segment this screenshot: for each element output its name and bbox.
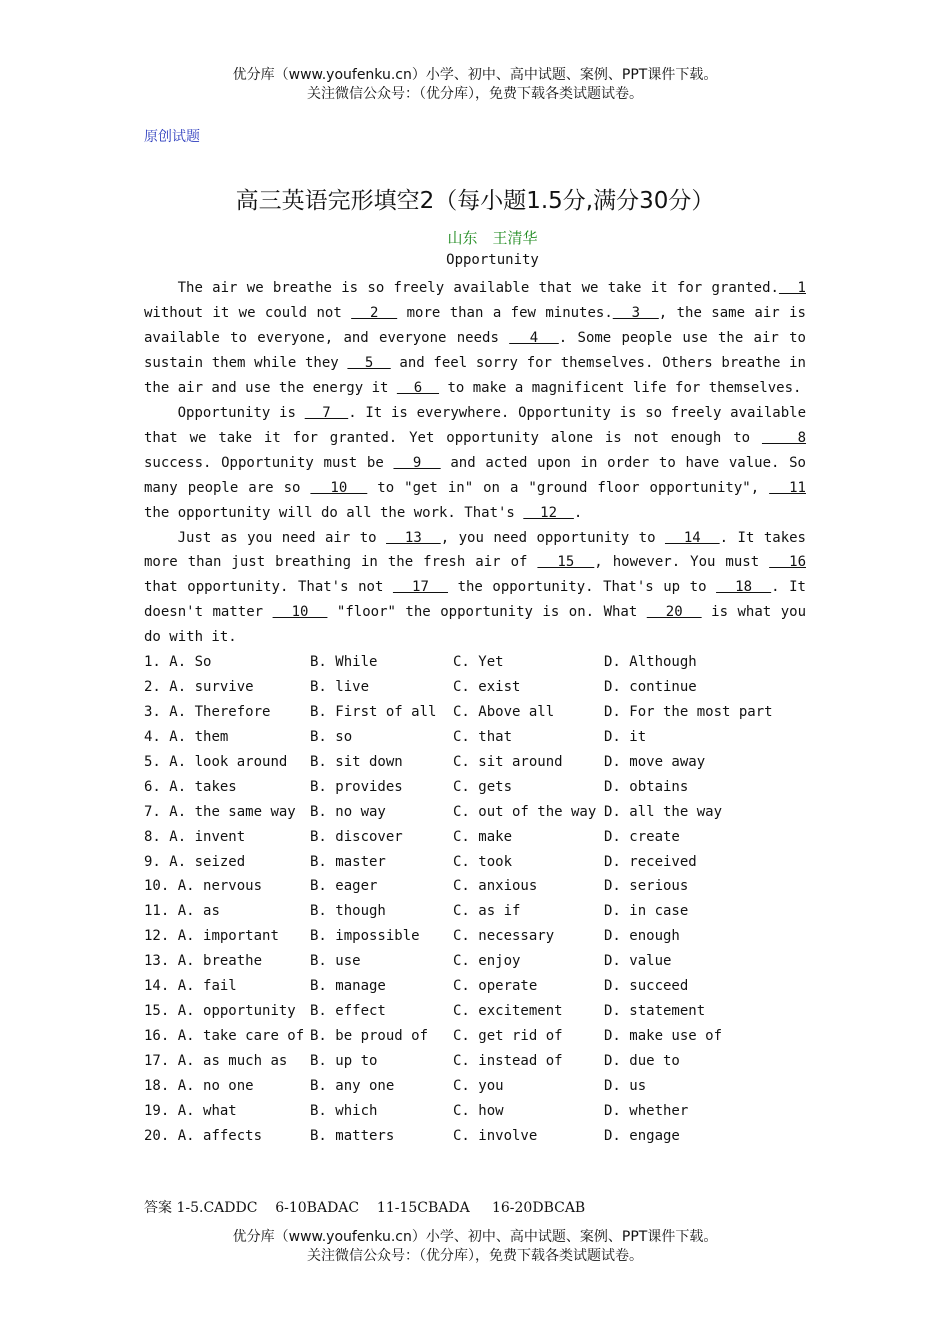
- passage-text-segment: "floor" the opportunity is on. What: [327, 604, 647, 621]
- passage-text-segment: Opportunity is: [177, 404, 305, 421]
- option-b: B. no way: [310, 803, 386, 820]
- question-number: 20.: [144, 1127, 170, 1144]
- question-row: [144, 1024, 824, 1049]
- option-c: C. involve: [453, 1127, 538, 1144]
- blank: 11: [769, 479, 806, 496]
- option-a: A. important: [177, 928, 279, 945]
- question-number-and-option-a: [144, 999, 296, 1024]
- blank: 10: [272, 604, 328, 621]
- question-number: 14.: [144, 978, 170, 995]
- question-number-and-option-a: [144, 750, 287, 775]
- option-b: B. be proud of: [310, 1028, 429, 1045]
- blank: 2: [351, 304, 398, 321]
- passage-text-segment: and acted upon in order to have value. So many people are so: [144, 454, 806, 496]
- option-b: B. master: [310, 853, 386, 870]
- option-d: D. Although: [604, 654, 697, 670]
- question-number: 4.: [144, 728, 161, 745]
- option-b: B. though: [310, 903, 386, 920]
- blank: 1: [778, 280, 806, 296]
- passage-text-segment: more than a few minutes.: [397, 304, 613, 321]
- option-b: B. provides: [310, 778, 403, 795]
- question-number-and-option-a: [144, 924, 279, 949]
- option-d: D. create: [604, 828, 680, 845]
- option-c: C. operate: [453, 978, 538, 995]
- question-number: 5.: [144, 753, 161, 770]
- option-d: D. For the most part: [604, 703, 773, 720]
- question-row: [144, 825, 824, 850]
- option-a: A. take care of: [177, 1028, 305, 1045]
- passage-text-segment: Just as you need air to: [177, 529, 387, 546]
- passage-paragraph: [144, 401, 806, 526]
- passage-text-segment: The air we breathe is so freely available that we take it for granted.: [177, 280, 779, 296]
- question-row: [144, 800, 824, 825]
- option-a: A. So: [169, 654, 212, 670]
- question-row: [144, 1099, 824, 1124]
- option-a: A. as much as: [177, 1053, 288, 1069]
- answer-key: 答案 1-5.CADDC 6-10BADAC 11-15CBADA 16-20DBCAB: [144, 1200, 586, 1216]
- passage-text-segment: . It takes more than just breathing in the fresh air of: [144, 529, 806, 571]
- blank: 9: [393, 454, 441, 471]
- header-line-2: 关注微信公众号：（优分库），免费下载各类试题试卷。: [307, 86, 643, 102]
- option-d: D. all the way: [604, 803, 723, 820]
- blank: 18: [716, 579, 772, 596]
- question-number: 13.: [144, 953, 170, 970]
- blank: 14: [664, 529, 720, 546]
- option-b: B. discover: [310, 828, 403, 845]
- option-a: A. no one: [177, 1077, 254, 1094]
- passage-text-segment: , the same air is available to everyone, and everyone needs: [144, 304, 806, 346]
- question-row: [144, 949, 824, 974]
- question-row: [144, 999, 824, 1024]
- blank: 13: [386, 529, 441, 546]
- question-row: [144, 974, 824, 999]
- blank: 3: [612, 304, 659, 321]
- option-d: D. due to: [604, 1053, 680, 1069]
- blank: 17: [392, 579, 449, 596]
- option-b: B. manage: [310, 978, 386, 995]
- option-b: B. which: [310, 1102, 378, 1119]
- question-number: 12.: [144, 928, 170, 945]
- blank: 12: [523, 504, 574, 521]
- passage-text-segment: , however. You must: [594, 554, 770, 571]
- option-d: D. statement: [604, 1003, 706, 1020]
- original-question-tag: 原创试题: [144, 129, 200, 145]
- passage-text-segment: success. Opportunity must be: [144, 454, 394, 471]
- option-d: D. enough: [604, 928, 680, 945]
- question-row: [144, 675, 824, 700]
- option-c: C. as if: [453, 903, 521, 920]
- question-row: [144, 1049, 824, 1074]
- option-b: B. matters: [310, 1127, 395, 1144]
- question-number-and-option-a: [144, 1074, 254, 1099]
- option-d: D. us: [604, 1077, 647, 1094]
- question-number: 10.: [144, 878, 170, 895]
- option-b: B. up to: [310, 1053, 378, 1069]
- option-b: B. live: [310, 678, 370, 695]
- question-number: 7.: [144, 803, 161, 820]
- question-row: [144, 650, 824, 675]
- option-b: B. sit down: [310, 753, 403, 770]
- question-number: 18.: [144, 1077, 170, 1094]
- question-number-and-option-a: [144, 899, 220, 924]
- blank: 6: [396, 379, 440, 396]
- option-a: A. breathe: [177, 953, 263, 970]
- option-a: A. nervous: [177, 878, 263, 895]
- option-a: A. as: [177, 903, 220, 920]
- passage-title: Opportunity: [446, 252, 539, 268]
- question-row: [144, 899, 824, 924]
- option-b: B. impossible: [310, 928, 420, 945]
- option-d: D. move away: [604, 753, 706, 770]
- blank: 4: [509, 329, 559, 346]
- question-number-and-option-a: [144, 825, 245, 850]
- page-header: [0, 66, 950, 104]
- option-d: D. engage: [604, 1127, 680, 1144]
- passage-text-segment: and feel sorry for themselves. Others breathe in the air and use the energy it: [144, 354, 806, 396]
- option-d: D. make use of: [604, 1028, 723, 1045]
- option-a: A. opportunity: [177, 1003, 296, 1020]
- question-number: 6.: [144, 778, 161, 795]
- question-number-and-option-a: [144, 1024, 304, 1049]
- passage-text-segment: .: [573, 504, 583, 521]
- option-a: A. the same way: [169, 803, 296, 820]
- question-number-and-option-a: [144, 725, 228, 750]
- option-c: C. anxious: [453, 878, 538, 895]
- option-b: B. any one: [310, 1077, 395, 1094]
- question-number-and-option-a: [144, 974, 237, 999]
- author: 山东 王清华: [447, 229, 538, 247]
- option-a: A. fail: [177, 978, 237, 995]
- question-row: [144, 1074, 824, 1099]
- question-number: 2.: [144, 678, 161, 695]
- question-number: 11.: [144, 903, 170, 920]
- passage-text-segment: . It is everywhere. Opportunity is so freely available that we take it for granted. Yet opportunity alone is not enough to: [144, 404, 806, 446]
- blank: 7: [304, 404, 349, 421]
- option-d: D. continue: [604, 678, 697, 695]
- option-c: C. how: [453, 1102, 504, 1119]
- option-d: D. in case: [604, 903, 689, 920]
- option-d: D. received: [604, 853, 697, 870]
- blank: 15: [537, 554, 595, 571]
- passage-text-segment: the opportunity will do all the work. That's: [144, 504, 524, 521]
- option-a: A. seized: [169, 853, 246, 870]
- question-number: 1.: [144, 654, 161, 670]
- option-b: B. use: [310, 953, 361, 970]
- question-number-and-option-a: [144, 800, 296, 825]
- question-number-and-option-a: [144, 1049, 287, 1074]
- blank: 8: [761, 429, 807, 446]
- option-a: A. survive: [169, 678, 254, 695]
- question-number-and-option-a: [144, 675, 254, 700]
- option-b: B. First of all: [310, 703, 437, 720]
- option-c: C. enjoy: [453, 953, 521, 970]
- option-d: D. obtains: [604, 778, 689, 795]
- option-d: D. it: [604, 728, 647, 745]
- question-number: 19.: [144, 1102, 170, 1119]
- option-c: C. make: [453, 828, 513, 845]
- blank: 10: [310, 479, 368, 496]
- passage-text-segment: . Some people use the air to sustain them while they: [144, 329, 806, 371]
- question-row: [144, 750, 824, 775]
- passage-paragraph: [144, 276, 806, 401]
- question-row: [144, 924, 824, 949]
- option-c: C. Above all: [453, 703, 555, 720]
- question-number-and-option-a: [144, 1124, 262, 1149]
- blank: 5: [347, 354, 391, 371]
- passage-text-segment: . It doesn't matter: [144, 579, 806, 621]
- question-row: [144, 874, 824, 899]
- option-b: B. effect: [310, 1003, 386, 1020]
- question-row: [144, 700, 824, 725]
- option-d: D. value: [604, 953, 672, 970]
- option-c: C. necessary: [453, 928, 555, 945]
- blank: 20: [646, 604, 702, 621]
- question-number-and-option-a: [144, 874, 262, 899]
- question-number-and-option-a: [144, 850, 245, 875]
- option-c: C. get rid of: [453, 1028, 563, 1045]
- option-c: C. took: [453, 853, 513, 870]
- option-c: C. gets: [453, 778, 513, 795]
- option-a: A. takes: [169, 778, 237, 795]
- passage-text-segment: without it we could not: [144, 304, 352, 321]
- question-row: [144, 725, 824, 750]
- option-c: C. exist: [453, 678, 521, 695]
- passage-text-segment: to make a magnificent life for themselves.: [439, 379, 802, 396]
- blank: 16: [769, 554, 806, 571]
- question-number-and-option-a: [144, 949, 262, 974]
- option-c: C. out of the way: [453, 803, 597, 820]
- option-c: C. that: [453, 728, 513, 745]
- footer-line-2: 关注微信公众号：（优分库），免费下载各类试题试卷。: [307, 1248, 643, 1264]
- option-c: C. excitement: [453, 1003, 563, 1020]
- option-a: A. look around: [169, 753, 288, 770]
- option-b: B. eager: [310, 878, 378, 895]
- option-a: A. what: [177, 1102, 237, 1119]
- question-number-and-option-a: [144, 1099, 237, 1124]
- passage-text-segment: , you need opportunity to: [440, 529, 665, 546]
- passage-paragraph: [144, 526, 806, 651]
- question-number-and-option-a: [144, 775, 237, 800]
- question-row: [144, 775, 824, 800]
- option-a: A. invent: [169, 828, 246, 845]
- passage-text-segment: the opportunity. That's up to: [448, 579, 717, 596]
- option-d: D. succeed: [604, 978, 689, 995]
- option-a: A. affects: [177, 1127, 263, 1144]
- option-b: B. so: [310, 728, 353, 745]
- option-b: B. While: [310, 654, 378, 670]
- passage-text-segment: to "get in" on a "ground floor opportunity",: [367, 479, 770, 496]
- option-c: C. instead of: [453, 1053, 563, 1069]
- option-d: D. whether: [604, 1102, 689, 1119]
- footer-line-1: 优分库（www.youfenku.cn）小学、初中、高中试题、案例、PPT课件下载。: [232, 1229, 718, 1245]
- option-a: A. them: [169, 728, 229, 745]
- question-number: 9.: [144, 853, 161, 870]
- page-title: 高三英语完形填空2（每小题1.5分,满分30分）: [235, 188, 715, 214]
- options-list: [144, 650, 824, 1149]
- question-row: [144, 850, 824, 875]
- question-number: 17.: [144, 1053, 170, 1069]
- option-c: C. you: [453, 1077, 504, 1094]
- passage-text-segment: is what you do with it.: [144, 604, 806, 646]
- question-number: 8.: [144, 828, 161, 845]
- header-line-1: 优分库（www.youfenku.cn）小学、初中、高中试题、案例、PPT课件下载。: [232, 67, 718, 83]
- question-number: 3.: [144, 703, 161, 720]
- question-number-and-option-a: [144, 650, 211, 675]
- passage-text-segment: that opportunity. That's not: [144, 579, 393, 596]
- option-a: A. Therefore: [169, 703, 271, 720]
- question-number: 16.: [144, 1028, 170, 1045]
- option-c: C. sit around: [453, 753, 563, 770]
- option-c: C. Yet: [453, 654, 504, 670]
- option-d: D. serious: [604, 878, 689, 895]
- page-footer: [0, 1228, 950, 1266]
- question-number: 15.: [144, 1003, 170, 1020]
- passage-text: [144, 276, 806, 650]
- question-row: [144, 1124, 824, 1149]
- question-number-and-option-a: [144, 700, 270, 725]
